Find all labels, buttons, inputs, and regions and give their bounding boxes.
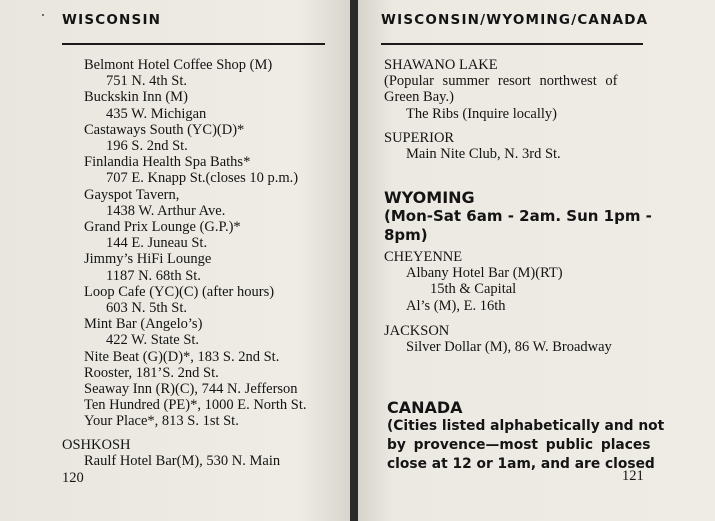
left-page: [0, 0, 350, 521]
country-title: CANADA: [387, 398, 463, 417]
listing-line: Silver Dollar (M), 86 W. Broadway: [406, 339, 612, 356]
listing-line: Main Nite Club, N. 3rd St.: [406, 146, 561, 163]
right-page: [358, 0, 715, 521]
superior-section: [384, 130, 561, 162]
canada-heading-block: [387, 398, 664, 474]
listing-address: 1187 N. 68th St.: [106, 267, 201, 284]
listing-name: Castaways South (YC)(D)*: [84, 121, 245, 138]
print-speck: [42, 14, 44, 16]
listing-line: Ten Hundred (PE)*, 1000 E. North St.: [84, 397, 307, 414]
wyoming-heading-block: [384, 188, 652, 245]
country-note: by provence—most public places: [387, 437, 651, 453]
listing-name: Loop Cafe (YC)(C) (after hours): [84, 283, 275, 300]
oshkosh-section: [62, 437, 280, 469]
listing-address: 603 N. 5th St.: [106, 300, 187, 317]
listing-line: The Ribs (Inquire locally): [406, 105, 557, 122]
page-number: 121: [622, 468, 644, 484]
city-heading: OSHKOSH: [62, 437, 131, 453]
listing-line: Nite Beat (G)(D)*, 183 S. 2nd St.: [84, 348, 280, 365]
right-header-rule: [381, 43, 643, 45]
listing-address: 144 E. Juneau St.: [106, 235, 208, 252]
state-hours: (Mon-Sat 6am - 2am. Sun 1pm -: [384, 207, 652, 225]
listing-address: 1438 W. Arthur Ave.: [106, 202, 226, 219]
listing-address: 751 N. 4th St.: [106, 73, 187, 90]
state-hours: 8pm): [384, 226, 428, 244]
page-number: 120: [62, 470, 84, 486]
listing-name: Gayspot Tavern,: [84, 186, 180, 203]
city-note: (Popular summer resort northwest of: [384, 73, 618, 90]
city-note: Green Bay.): [384, 89, 454, 106]
listing-line: Rooster, 181’S. 2nd St.: [84, 364, 219, 381]
left-page-header: WISCONSIN: [62, 12, 162, 28]
city-heading: SHAWANO LAKE: [384, 57, 498, 73]
listing-name: Finlandia Health Spa Baths*: [84, 154, 251, 171]
listing-line: Raulf Hotel Bar(M), 530 N. Main: [84, 453, 281, 470]
listing-address: 15th & Capital: [430, 281, 517, 298]
listing-address: 435 W. Michigan: [106, 105, 207, 122]
cheyenne-section: [384, 249, 563, 314]
listing-name: Jimmy’s HiFi Lounge: [84, 251, 212, 268]
listing-line: Your Place*, 813 S. 1st St.: [84, 413, 239, 430]
listing-name: Mint Bar (Angelo’s): [84, 316, 203, 333]
state-title: WYOMING: [384, 188, 475, 207]
listing-address: 422 W. State St.: [106, 332, 200, 349]
listing-name: Grand Prix Lounge (G.P.)*: [84, 219, 241, 236]
jackson-section: [384, 323, 612, 355]
listing-name: Buckskin Inn (M): [84, 89, 188, 106]
right-page-header: WISCONSIN/WYOMING/CANADA: [381, 12, 649, 28]
listing-name: Albany Hotel Bar (M)(RT): [406, 265, 563, 282]
left-header-rule: [62, 43, 325, 45]
city-heading: SUPERIOR: [384, 130, 455, 146]
listing-line: Al’s (M), E. 16th: [406, 297, 506, 314]
city-heading: CHEYENNE: [384, 249, 463, 265]
country-note: close at 12 or 1am, and are closed: [387, 456, 655, 472]
country-note: (Cities listed alphabetically and not: [387, 418, 665, 434]
listing-line: Seaway Inn (R)(C), 744 N. Jefferson: [84, 381, 298, 398]
city-heading: JACKSON: [384, 323, 450, 339]
listing-address: 707 E. Knapp St.(closes 10 p.m.): [106, 170, 299, 187]
listing-address: 196 S. 2nd St.: [106, 138, 188, 155]
listing-name: Belmont Hotel Coffee Shop (M): [84, 57, 273, 73]
book-gutter: [350, 0, 358, 521]
left-listings: [84, 57, 307, 430]
shawano-section: [384, 57, 617, 122]
